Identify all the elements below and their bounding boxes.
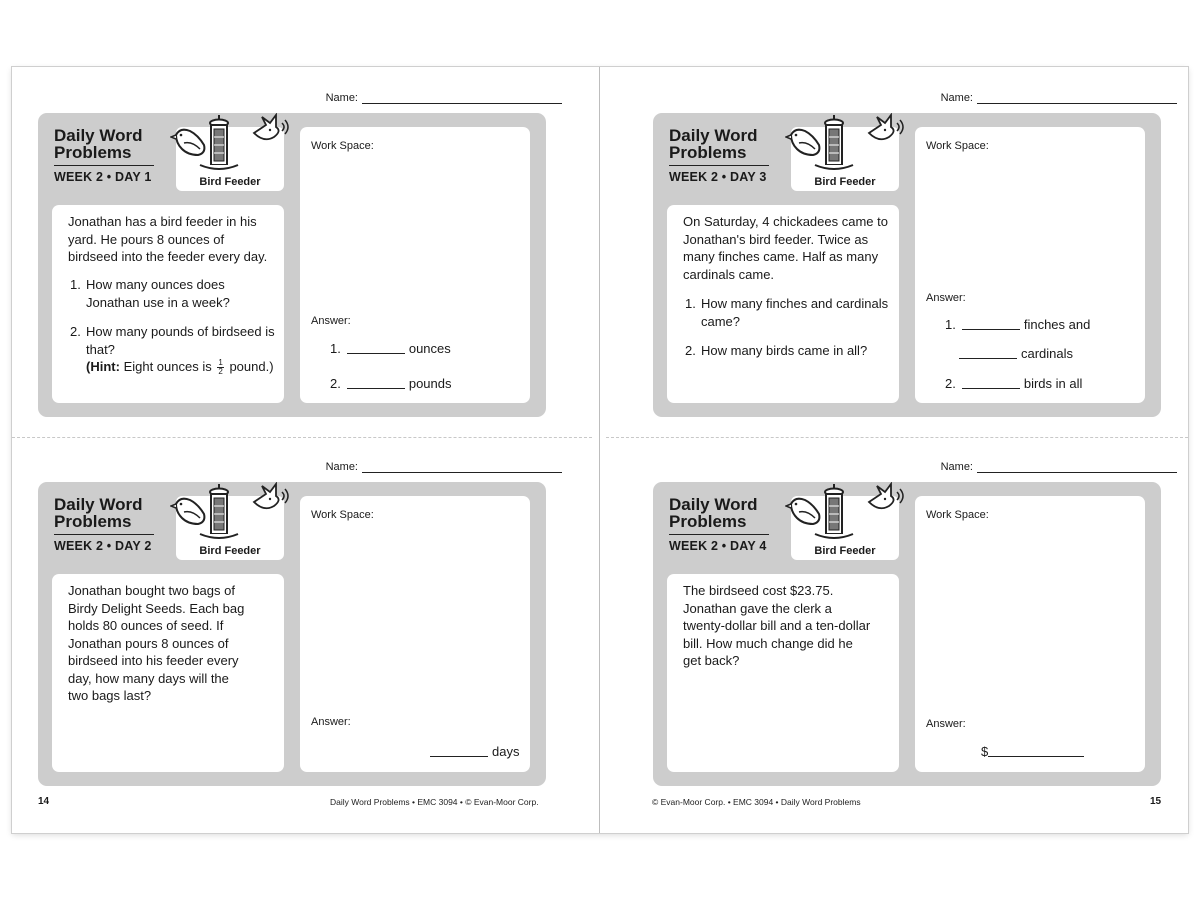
week-day: WEEK 2 • DAY 1	[54, 170, 152, 184]
theme-label: Bird Feeder	[199, 545, 261, 557]
work-space-label: Work Space:	[926, 509, 989, 521]
answer-1-blank[interactable]	[347, 341, 405, 354]
theme-label: Bird Feeder	[814, 545, 876, 557]
title-line-2: Problems	[54, 143, 132, 162]
title-block	[669, 496, 769, 553]
title-line-1: Daily Word	[54, 495, 143, 514]
problem-box	[52, 205, 284, 403]
question-1	[70, 276, 280, 311]
answer-1-unit: finches and	[1023, 317, 1091, 332]
name-label: Name:	[940, 461, 973, 473]
question-2-text: How many pounds of birdseed is that?	[86, 324, 275, 357]
title-block	[669, 127, 769, 184]
name-field[interactable]	[941, 92, 1177, 104]
answer-1-blank[interactable]	[962, 317, 1020, 330]
title-line-2: Problems	[669, 143, 747, 162]
name-line[interactable]	[977, 93, 1177, 104]
answer-2[interactable]	[330, 376, 452, 391]
title-line-2: Problems	[669, 512, 747, 531]
problem-box	[667, 574, 899, 772]
answer-2-number: 2.	[945, 376, 956, 391]
answer-prefix: $	[981, 744, 989, 759]
bird-feeder-icon	[170, 113, 300, 177]
work-space[interactable]	[300, 127, 530, 403]
problem-card	[653, 113, 1161, 417]
question-1-text: How many finches and cardinals came?	[701, 296, 889, 329]
question-2-number: 2.	[685, 343, 696, 358]
problem-text: On Saturday, 4 chickadees came to Jonathan's bird feeder. Twice as many finches came. Half as many cardinals came.	[683, 214, 888, 282]
week-day: WEEK 2 • DAY 3	[669, 170, 767, 184]
card-day-2	[12, 436, 572, 786]
problem-text: Jonathan bought two bags of Birdy Delight Seeds. Each bag holds 80 ounces of seed. If Jonathan pours 8 ounces of birdseed into his feeder every day, how many days will the two bags last?	[68, 583, 245, 703]
problem-text: Jonathan has a bird feeder in his yard. He pours 8 ounces of birdseed into the feeder every day.	[68, 214, 268, 264]
answer-1[interactable]	[945, 317, 1090, 332]
bird-feeder-icon	[785, 113, 915, 177]
question-2-number: 2.	[70, 324, 81, 339]
question-2	[685, 342, 895, 360]
hint-end: pound.)	[229, 359, 274, 374]
name-label: Name:	[325, 92, 358, 104]
fraction-numerator: 1	[218, 358, 223, 368]
name-field[interactable]	[326, 461, 562, 473]
answer-label: Answer:	[926, 718, 966, 730]
title-line-1: Daily Word	[54, 126, 143, 145]
answer-1b-blank[interactable]	[959, 346, 1017, 359]
problem-card	[38, 113, 546, 417]
question-1-number: 1.	[70, 277, 81, 292]
question-1	[685, 295, 895, 330]
theme-label: Bird Feeder	[814, 176, 876, 188]
week-day: WEEK 2 • DAY 2	[54, 539, 152, 553]
answer-2-blank[interactable]	[962, 376, 1020, 389]
answer-2-blank[interactable]	[347, 376, 405, 389]
bird-feeder-icon	[170, 482, 300, 546]
bird-feeder-icon	[785, 482, 915, 546]
question-2	[70, 323, 280, 376]
problem-box	[667, 205, 899, 403]
question-2-text: How many birds came in all?	[701, 343, 868, 358]
problem-text: The birdseed cost $23.75. Jonathan gave the clerk a twenty-dollar bill and a ten-dollar bill. How much change did he get back?	[683, 583, 871, 668]
work-space[interactable]	[915, 496, 1145, 772]
answer-label: Answer:	[311, 315, 351, 327]
answer-1b-unit: cardinals	[1021, 346, 1074, 361]
work-space-label: Work Space:	[311, 140, 374, 152]
name-line[interactable]	[977, 462, 1177, 473]
footer-left: Daily Word Problems • EMC 3094 • © Evan-Moor Corp.	[330, 797, 539, 807]
answer-2-number: 2.	[330, 376, 341, 391]
card-day-4	[627, 436, 1187, 786]
answer[interactable]	[426, 744, 519, 759]
title-rule	[54, 165, 154, 166]
answer[interactable]	[981, 744, 1088, 759]
title-line-1: Daily Word	[669, 126, 758, 145]
answer-1b[interactable]	[955, 346, 1073, 361]
answer-1-number: 1.	[945, 317, 956, 332]
name-label: Name:	[325, 461, 358, 473]
name-label: Name:	[940, 92, 973, 104]
fraction-denominator: 2	[218, 367, 223, 377]
answer-2-unit: birds in all	[1023, 376, 1083, 391]
title-line-1: Daily Word	[669, 495, 758, 514]
name-line[interactable]	[362, 93, 562, 104]
work-space[interactable]	[300, 496, 530, 772]
name-field[interactable]	[326, 92, 562, 104]
answer-1-unit: ounces	[408, 341, 451, 356]
name-line[interactable]	[362, 462, 562, 473]
answer-2[interactable]	[945, 376, 1082, 391]
week-day: WEEK 2 • DAY 4	[669, 539, 767, 553]
question-1-text: How many ounces does Jonathan use in a week?	[86, 277, 230, 310]
title-rule	[54, 534, 154, 535]
title-block	[54, 496, 154, 553]
title-block	[54, 127, 154, 184]
title-rule	[669, 165, 769, 166]
card-day-3	[627, 67, 1187, 417]
answer-2-unit: pounds	[408, 376, 452, 391]
hint-bold: (Hint:	[86, 359, 120, 374]
answer-blank[interactable]	[988, 744, 1084, 757]
answer-unit: days	[492, 744, 520, 759]
card-day-1	[12, 67, 572, 417]
problem-box	[52, 574, 284, 772]
answer-1-number: 1.	[330, 341, 341, 356]
answer-1[interactable]	[330, 341, 451, 356]
answer-label: Answer:	[926, 292, 966, 304]
answer-blank[interactable]	[430, 744, 488, 757]
theme-label: Bird Feeder	[199, 176, 261, 188]
name-field[interactable]	[941, 461, 1177, 473]
page-number-left: 14	[38, 796, 50, 807]
work-space[interactable]	[915, 127, 1145, 403]
title-rule	[669, 534, 769, 535]
work-space-label: Work Space:	[926, 140, 989, 152]
hint-text: Eight ounces is	[123, 359, 212, 374]
page-gutter	[599, 67, 600, 833]
question-1-number: 1.	[685, 296, 696, 311]
fraction-one-half	[217, 359, 223, 376]
title-line-2: Problems	[54, 512, 132, 531]
work-space-label: Work Space:	[311, 509, 374, 521]
question-2-body	[86, 323, 280, 376]
problem-card	[38, 482, 546, 786]
problem-card	[653, 482, 1161, 786]
answer-label: Answer:	[311, 716, 351, 728]
footer-right: © Evan-Moor Corp. • EMC 3094 • Daily Word Problems	[652, 797, 861, 807]
page-number-right: 15	[1150, 796, 1162, 807]
